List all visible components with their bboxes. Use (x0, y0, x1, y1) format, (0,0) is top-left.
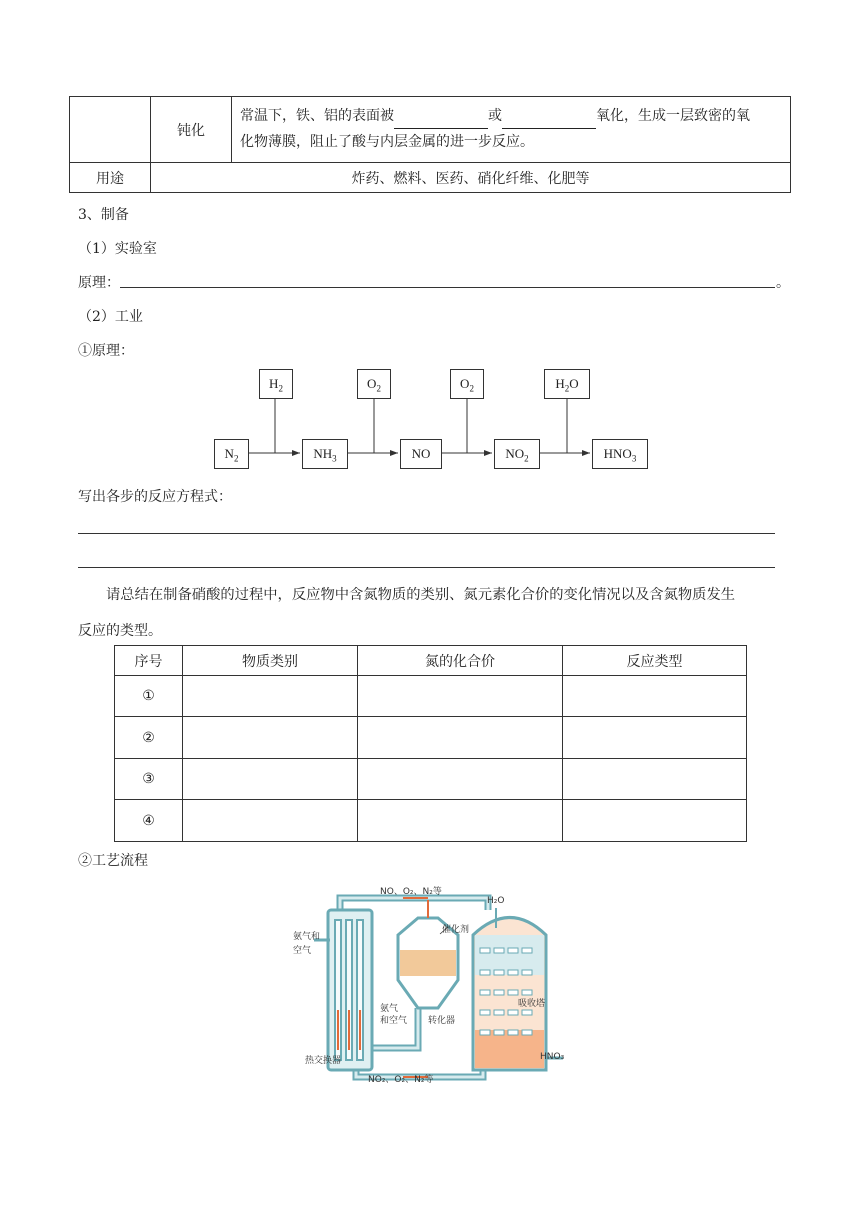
section-title: 3、制备 (78, 207, 129, 223)
label-converter: 转化器 (428, 1016, 456, 1026)
table-cell[interactable] (183, 676, 358, 717)
answer-line-2[interactable] (78, 567, 775, 568)
label-inlet-mid-2: 和空气 (380, 1016, 408, 1026)
species-box-no2: $NO_2$ (494, 439, 540, 469)
summary-table (114, 645, 747, 842)
table-cell[interactable] (563, 676, 747, 717)
passivation-or: 或 (488, 108, 502, 124)
label-water: H₂O (487, 896, 505, 906)
reagent-box-h2o: $H_2O$ (544, 369, 590, 399)
label-bottom-gas: NO₂、O₂、N₂等 (368, 1075, 434, 1085)
uses-label: 用途 (70, 163, 151, 193)
process-title: ②工艺流程 (78, 853, 148, 869)
header-index: 序号 (115, 646, 183, 676)
passivation-text-2: 氧化，生成一层致密的氧 (596, 108, 750, 124)
row-index: ① (115, 676, 183, 717)
species-box-no: NO (400, 439, 442, 469)
reagent-box-o2-1: $O_2$ (357, 369, 391, 399)
flow-connectors (0, 0, 860, 480)
species-box-n2: $N_2$ (214, 439, 249, 469)
label-catalyst: 催化剂 (442, 925, 470, 935)
answer-line-1[interactable] (78, 533, 775, 534)
header-category: 物质类别 (183, 646, 358, 676)
header-valence: 氮的化合价 (358, 646, 563, 676)
summary-paragraph-1: 请总结在制备硝酸的过程中，反应物中含氮物质的类别、氮元素化合价的变化情况以及含氮物质发生 (106, 587, 736, 603)
summary-paragraph-2: 反应的类型。 (78, 623, 162, 639)
table-cell[interactable] (358, 717, 563, 759)
reagent-box-o2-2: $O_2$ (450, 369, 484, 399)
reagent-box-h2: $H_2$ (259, 369, 293, 399)
principle-subtitle: ①原理： (78, 343, 134, 359)
table-cell[interactable] (563, 800, 747, 842)
lab-title: （1）实验室 (78, 241, 157, 257)
principle-end: 。 (776, 275, 790, 291)
label-top-gas: NO、O₂、N₂等 (380, 887, 442, 897)
species-box-hno3: $HNO_3$ (592, 439, 648, 469)
label-inlet-left-2: 空气 (293, 946, 312, 956)
table-cell[interactable] (563, 759, 747, 800)
header-reaction-type: 反应类型 (563, 646, 747, 676)
table-cell[interactable] (358, 676, 563, 717)
table-cell[interactable] (183, 759, 358, 800)
row-index: ② (115, 717, 183, 759)
table-cell[interactable] (358, 800, 563, 842)
label-exchanger: 热交换器 (305, 1056, 342, 1066)
table-cell[interactable] (563, 717, 747, 759)
industry-title: （2）工业 (78, 309, 143, 325)
equations-prompt: 写出各步的反应方程式： (78, 489, 232, 505)
passivation-text-3: 化物薄膜，阻止了酸与内层金属的进一步反应。 (240, 134, 534, 150)
table-cell[interactable] (183, 717, 358, 759)
species-box-nh3: $NH_3$ (302, 439, 348, 469)
table-cell[interactable] (183, 800, 358, 842)
passivation-label: 钝化 (151, 97, 232, 163)
uses-text: 炸药、燃料、医药、硝化纤维、化肥等 (151, 163, 791, 193)
row-index: ④ (115, 800, 183, 842)
table-cell[interactable] (358, 759, 563, 800)
principle-label: 原理： (78, 275, 120, 291)
passivation-text-1: 常温下，铁、铝的表面被 (240, 108, 394, 124)
label-inlet-left-1: 氨气和 (293, 932, 321, 942)
label-product: HNO₃ (540, 1052, 565, 1062)
row-index: ③ (115, 759, 183, 800)
label-inlet-mid-1: 氨气 (380, 1004, 399, 1014)
label-absorber: 吸收塔 (518, 999, 546, 1009)
